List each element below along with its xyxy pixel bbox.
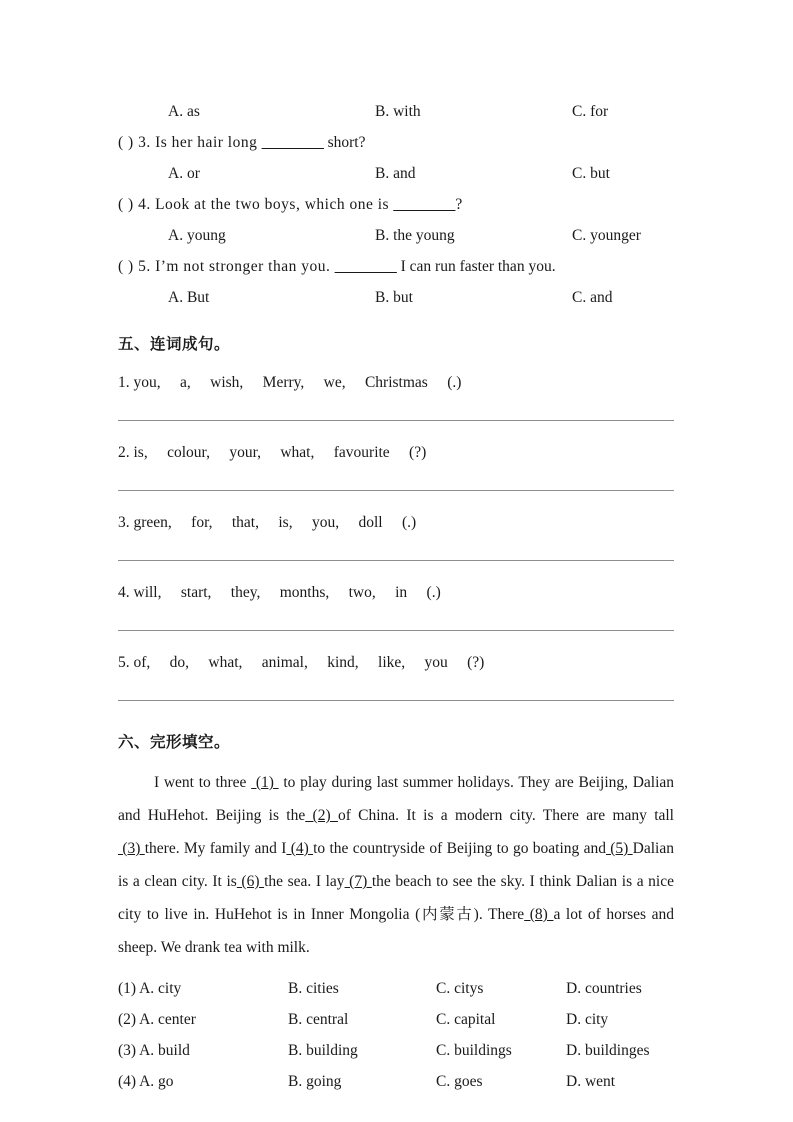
passage-text: Dalian is a clean city. It is xyxy=(118,840,674,890)
option-a[interactable]: A. as xyxy=(168,103,200,120)
cloze-options-row-3 xyxy=(118,1035,674,1066)
cloze-blank-8[interactable]: (8) xyxy=(524,906,554,923)
option-a[interactable]: A. or xyxy=(168,165,200,182)
question-3-tail: short? xyxy=(323,134,366,151)
option-a[interactable]: (3) A. build xyxy=(118,1042,190,1059)
section-five-heading: 五、连词成句。 xyxy=(118,335,231,353)
option-c[interactable]: C. goes xyxy=(436,1073,483,1090)
options-row-q5 xyxy=(118,282,674,313)
passage-text: of China. It is a modern city. There are many tall xyxy=(337,807,674,824)
word-order-item-2: 2. is, colour, your, what, favourite (?) xyxy=(118,444,427,461)
question-4-tail: ? xyxy=(455,196,463,213)
answer-rule-5[interactable] xyxy=(118,700,674,701)
question-3-blank[interactable]: ________ xyxy=(261,134,324,151)
option-c[interactable]: C. citys xyxy=(436,980,484,997)
question-4-stem: ( ) 4. Look at the two boys, which one is xyxy=(118,196,394,213)
option-b[interactable]: B. and xyxy=(375,165,416,182)
cloze-blank-7[interactable]: (7) xyxy=(344,873,372,890)
cloze-passage xyxy=(118,766,674,964)
option-b[interactable]: B. cities xyxy=(288,980,339,997)
passage-text: the sea. I lay xyxy=(264,873,345,890)
option-a[interactable]: (1) A. city xyxy=(118,980,182,997)
question-5 xyxy=(118,251,674,282)
question-5-tail: I can run faster than you. xyxy=(396,258,556,275)
question-5-blank[interactable]: ________ xyxy=(334,258,397,275)
worksheet-content xyxy=(118,96,674,1097)
option-a[interactable]: A. young xyxy=(168,227,226,244)
cloze-blank-6[interactable]: (6) xyxy=(236,873,265,890)
option-d[interactable]: D. city xyxy=(566,1011,609,1028)
option-c[interactable]: C. but xyxy=(572,165,610,182)
option-c[interactable]: C. buildings xyxy=(436,1042,512,1059)
passage-text: I went to three xyxy=(154,774,252,791)
cloze-blank-4[interactable]: (4) xyxy=(286,840,314,857)
passage-text: to play during last summer holidays. They are Beijing, Dalian and HuHehot. Beijing is the xyxy=(118,774,675,824)
cloze-blank-5[interactable]: (5) xyxy=(605,840,633,857)
word-order-item-5: 5. of, do, what, animal, kind, like, you (?) xyxy=(118,654,485,671)
spacer xyxy=(118,313,674,329)
passage-text: to the countryside of Beijing to go boating and xyxy=(313,840,606,857)
option-a[interactable]: (2) A. center xyxy=(118,1011,196,1028)
option-b[interactable]: B. the young xyxy=(375,227,455,244)
spacer xyxy=(118,718,674,727)
passage-text: a lot of horses and sheep. We drank tea with milk. xyxy=(118,906,675,956)
option-c[interactable]: C. younger xyxy=(572,227,641,244)
answer-rule-2[interactable] xyxy=(118,490,674,491)
section-six-heading: 六、完形填空。 xyxy=(118,733,231,751)
passage-text: the beach to see the sky. I think Dalian is a nice city to live in. HuHehot is in Inner Mongolia (内蒙古). There xyxy=(118,873,674,923)
cloze-options-row-4 xyxy=(118,1066,674,1097)
cloze-options-row-2 xyxy=(118,1004,674,1035)
option-c[interactable]: C. and xyxy=(572,289,613,306)
option-d[interactable]: D. buildinges xyxy=(566,1042,650,1059)
option-b[interactable]: B. going xyxy=(288,1073,342,1090)
option-b[interactable]: B. central xyxy=(288,1011,349,1028)
option-b[interactable]: B. with xyxy=(375,103,421,120)
options-row-q4 xyxy=(118,220,674,251)
spacer xyxy=(118,964,674,973)
word-order-item-3: 3. green, for, that, is, you, doll (.) xyxy=(118,514,417,531)
option-b[interactable]: B. building xyxy=(288,1042,358,1059)
word-order-item-1: 1. you, a, wish, Merry, we, Christmas (.) xyxy=(118,374,462,391)
spacer xyxy=(118,757,674,766)
question-3-stem: ( ) 3. Is her hair long xyxy=(118,134,262,151)
answer-rule-1[interactable] xyxy=(118,420,674,421)
cloze-options-row-1 xyxy=(118,973,674,1004)
option-c[interactable]: C. capital xyxy=(436,1011,496,1028)
question-5-stem: ( ) 5. I’m not stronger than you. xyxy=(118,258,335,275)
option-b[interactable]: B. but xyxy=(375,289,413,306)
option-a[interactable]: A. But xyxy=(168,289,210,306)
question-3 xyxy=(118,127,674,158)
option-a[interactable]: (4) A. go xyxy=(118,1073,174,1090)
option-d[interactable]: D. countries xyxy=(566,980,642,997)
cloze-blank-3[interactable]: (3) xyxy=(118,840,145,857)
question-4-blank[interactable]: ________ xyxy=(393,196,456,213)
answer-rule-3[interactable] xyxy=(118,560,674,561)
passage-text: there. My family and I xyxy=(144,840,287,857)
option-d[interactable]: D. went xyxy=(566,1073,616,1090)
spacer xyxy=(118,359,674,368)
option-c[interactable]: C. for xyxy=(572,103,609,120)
answer-rule-4[interactable] xyxy=(118,630,674,631)
options-row-q3 xyxy=(118,158,674,189)
question-4 xyxy=(118,189,674,220)
cloze-blank-1[interactable]: (1) xyxy=(251,774,279,791)
cloze-blank-2[interactable]: (2) xyxy=(305,807,338,824)
options-row-q2 xyxy=(118,96,674,127)
word-order-item-4: 4. will, start, they, months, two, in (.) xyxy=(118,584,441,601)
